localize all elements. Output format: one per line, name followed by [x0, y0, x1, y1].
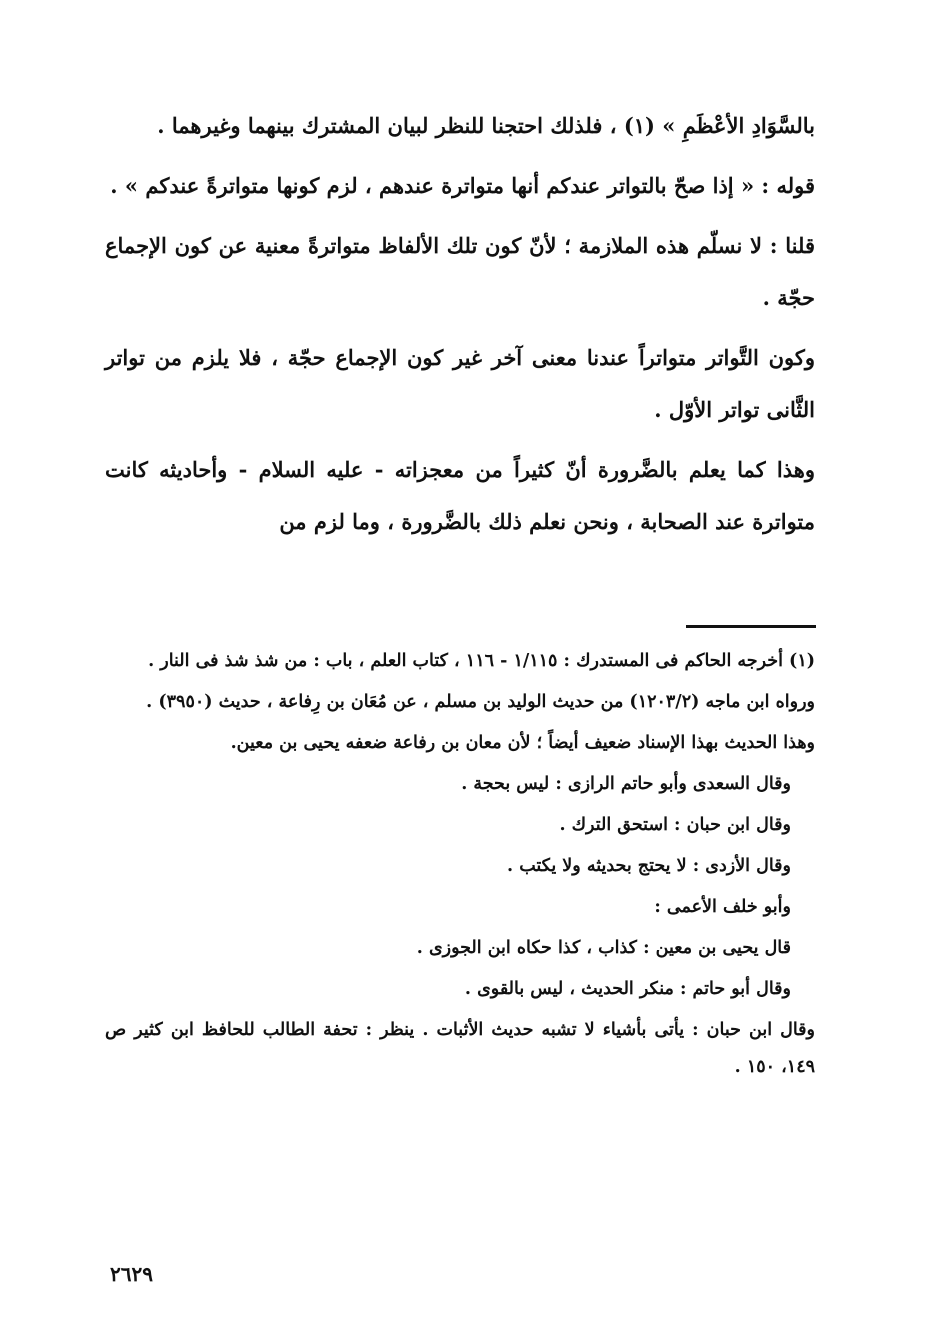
main-text [105, 100, 815, 556]
paragraph-4: وكون التَّواتر متواتراً عندنا معنى آخر غير كون الإجماع حجّة ، فلا يلزم من تواتر الثَّانى تواتر الأوّل . [105, 345, 815, 422]
footnotes [105, 643, 815, 1090]
footnote-5: وقال ابن حبان : استحق الترك . [559, 815, 791, 835]
paragraph-5: وهذا كما يعلم بالضَّرورة أنّ كثيراً من معجزاته - عليه السلام - وأحاديثه كانت متواترة عند الصحابة ، ونحن نعلم ذلك بالضَّرورة ، وما لزم من [105, 457, 815, 534]
footnote-10: وقال ابن حبان : يأتى بأشياء لا تشبه حديث الأثبات . ينظر : تحفة الطالب للحافظ ابن كثير ص ١٤٩، ١٥٠ . [105, 1020, 815, 1077]
paragraph-3: قلنا : لا نسلّم هذه الملازمة ؛ لأنّ كون تلك الألفاظ متواترةً معنية عن كون الإجماع حجّة . [105, 233, 815, 310]
footnote-1: (١) أخرجه الحاكم فى المستدرك : ١/١١٥ - ١١٦ ، كتاب العلم ، باب : من شذ شذ فى النار . [148, 651, 815, 671]
paragraph-2: قوله : « إذا صحّ بالتواتر عندكم أنها متواترة عندهم ، لزم كونها متواترةً عندكم » . [110, 173, 815, 198]
footnote-9: وقال أبو حاتم : منكر الحديث ، ليس بالقوى . [464, 979, 791, 999]
footnote-2: ورواه ابن ماجه (١٢٠٣/٢) من حديث الوليد بن مسلم ، عن مُعَان بن رِفاعة ، حديث (٣٩٥٠) . [146, 692, 815, 712]
footnote-6: وقال الأزدى : لا يحتج بحديثه ولا يكتب . [507, 856, 791, 876]
footnote-8: قال يحيى بن معين : كذاب ، كذا حكاه ابن الجوزى . [416, 938, 791, 958]
footnote-separator [686, 625, 816, 628]
footnote-4: وقال السعدى وأبو حاتم الرازى : ليس بحجة . [461, 774, 791, 794]
footnote-3: وهذا الحديث بهذا الإسناد ضعيف أيضاً ؛ لأن معان بن رفاعة ضعفه يحيى بن معين. [230, 733, 815, 753]
paragraph-1: بالسَّوَادِ الأعْظَمِ » (١) ، فلذلك احتجنا للنظر لبيان المشترك بينهما وغيرهما . [157, 113, 815, 138]
page-number: ٢٦٢٩ [110, 1262, 153, 1286]
footnote-7: وأبو خلف الأعمى : [654, 897, 791, 917]
